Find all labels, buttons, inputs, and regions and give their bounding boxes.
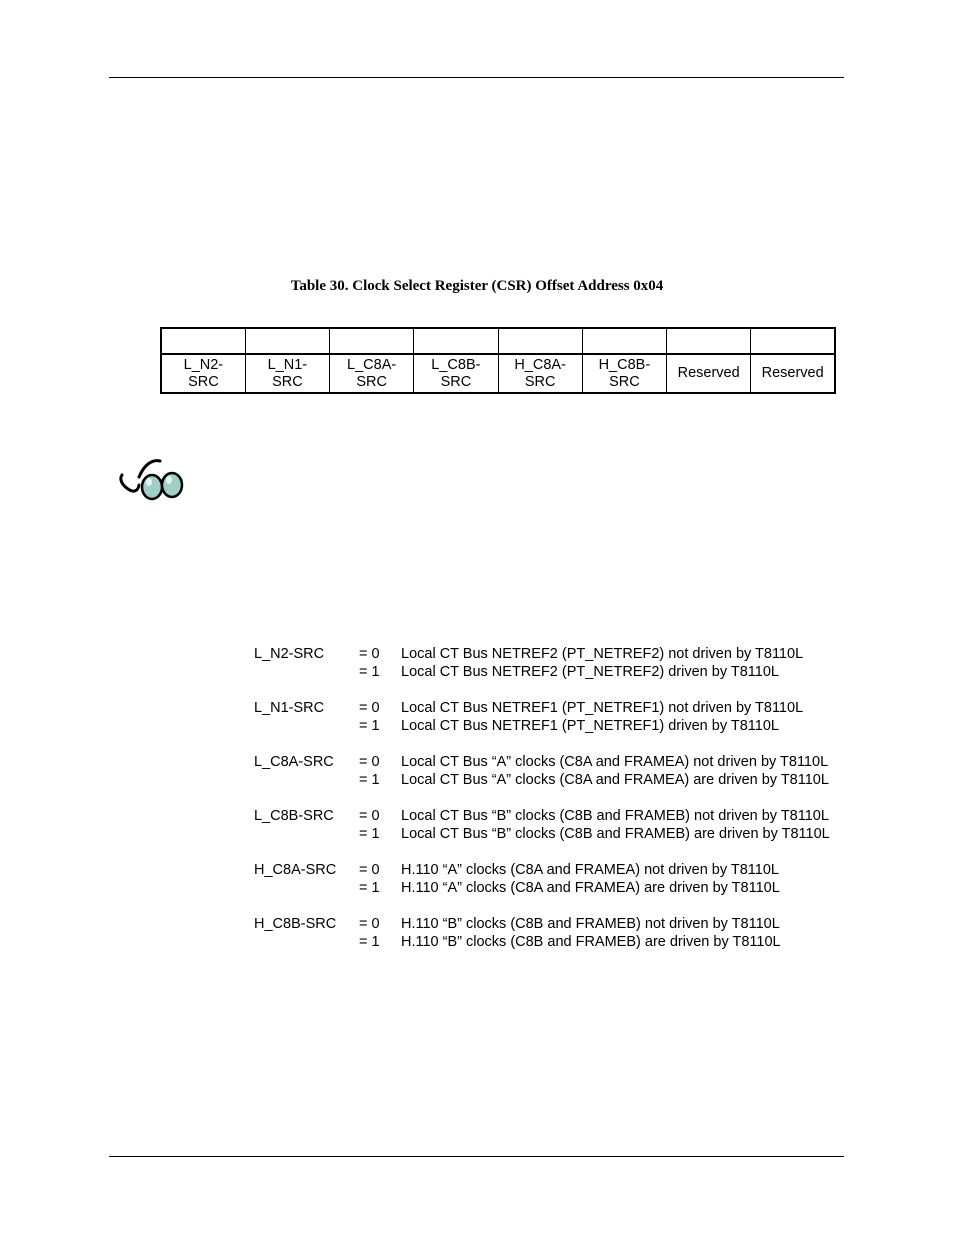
bit-name-cell xyxy=(161,354,245,393)
bit-name-cell xyxy=(667,354,751,393)
bit-name-line1: L_N1- xyxy=(267,356,308,373)
definition-row xyxy=(254,699,854,717)
bit-header-cell xyxy=(582,328,666,354)
bit-name-line2: SRC xyxy=(356,373,387,390)
definition-row xyxy=(254,645,854,663)
bit-header-cell xyxy=(751,328,835,354)
table-caption: Table 30. Clock Select Register (CSR) Offset Address 0x04 xyxy=(290,278,664,294)
header-rule xyxy=(109,77,844,78)
definition-value: = 1 xyxy=(359,664,380,680)
definition-description: Local CT Bus NETREF2 (PT_NETREF2) driven by T8110L xyxy=(401,664,779,680)
bit-header-cell xyxy=(414,328,498,354)
definition-group xyxy=(254,753,854,789)
definition-description: Local CT Bus NETREF1 (PT_NETREF1) not driven by T8110L xyxy=(401,700,804,716)
bit-name-line2: SRC xyxy=(188,373,219,390)
bit-header-cell xyxy=(330,328,414,354)
definition-row xyxy=(254,879,854,897)
definition-description: H.110 “B” clocks (C8B and FRAMEB) are driven by T8110L xyxy=(401,934,781,950)
bit-name-line2: SRC xyxy=(440,373,472,390)
definition-group xyxy=(254,915,854,951)
bit-name-line1: H_C8B- xyxy=(598,356,651,373)
definition-name: L_C8B-SRC xyxy=(254,808,334,824)
definition-description: H.110 “A” clocks (C8A and FRAMEA) not driven by T8110L xyxy=(401,862,779,878)
bit-header-cell xyxy=(245,328,329,354)
reading-glasses-icon xyxy=(116,455,188,505)
definition-name: L_N1-SRC xyxy=(254,700,325,716)
definition-row xyxy=(254,753,854,771)
definition-value: = 0 xyxy=(359,862,380,878)
definition-description: Local CT Bus “A” clocks (C8A and FRAMEA) are driven by T8110L xyxy=(401,772,829,788)
register-bit-table xyxy=(160,327,836,394)
bit-name-row xyxy=(161,354,835,393)
definition-value: = 0 xyxy=(359,700,380,716)
bit-name-cell xyxy=(582,354,666,393)
definition-row xyxy=(254,771,854,789)
definition-value: = 1 xyxy=(359,772,380,788)
definition-group xyxy=(254,861,854,897)
definition-name: L_C8A-SRC xyxy=(254,754,334,770)
footer-rule xyxy=(109,1156,844,1157)
definition-description: Local CT Bus NETREF2 (PT_NETREF2) not driven by T8110L xyxy=(401,646,804,662)
bit-name-line1: Reserved xyxy=(761,365,824,381)
bit-name-line2: SRC xyxy=(609,373,640,390)
definition-value: = 1 xyxy=(359,880,380,896)
definition-group xyxy=(254,699,854,735)
bit-header-cell xyxy=(667,328,751,354)
definition-name: H_C8B-SRC xyxy=(254,916,337,932)
bit-name-cell xyxy=(245,354,329,393)
bit-name-line1: L_C8B- xyxy=(431,356,481,373)
bit-name-line1: H_C8A- xyxy=(514,356,566,373)
definition-value: = 1 xyxy=(359,934,380,950)
definition-row xyxy=(254,825,854,843)
bit-name-cell xyxy=(414,354,498,393)
definition-row xyxy=(254,717,854,735)
definition-row xyxy=(254,861,854,879)
bit-name-cell xyxy=(751,354,835,393)
definition-description: Local CT Bus “B” clocks (C8B and FRAMEB) not driven by T8110L xyxy=(401,808,829,824)
bit-definitions xyxy=(254,645,854,969)
bit-header-row xyxy=(161,328,835,354)
definition-description: H.110 “A” clocks (C8A and FRAMEA) are driven by T8110L xyxy=(401,880,780,896)
definition-row xyxy=(254,933,854,951)
definition-value: = 0 xyxy=(359,646,380,662)
definition-value: = 0 xyxy=(359,916,380,932)
definition-description: Local CT Bus “A” clocks (C8A and FRAMEA) not driven by T8110L xyxy=(401,754,829,770)
bit-name-line2: SRC xyxy=(524,373,556,390)
definition-description: Local CT Bus NETREF1 (PT_NETREF1) driven by T8110L xyxy=(401,718,779,734)
bit-name-line1: L_C8A- xyxy=(347,356,397,373)
definition-name: H_C8A-SRC xyxy=(254,862,337,878)
definition-row xyxy=(254,807,854,825)
bit-header-cell xyxy=(498,328,582,354)
definition-value: = 0 xyxy=(359,754,380,770)
bit-header-cell xyxy=(161,328,245,354)
definition-value: = 1 xyxy=(359,718,380,734)
definition-description: Local CT Bus “B” clocks (C8B and FRAMEB) are driven by T8110L xyxy=(401,826,830,842)
definition-row xyxy=(254,915,854,933)
definition-group xyxy=(254,807,854,843)
definition-description: H.110 “B” clocks (C8B and FRAMEB) not driven by T8110L xyxy=(401,916,780,932)
bit-name-line1: Reserved xyxy=(677,365,740,381)
bit-name-cell xyxy=(330,354,414,393)
definition-name: L_N2-SRC xyxy=(254,646,325,662)
definition-group xyxy=(254,645,854,681)
bit-name-line1: L_N2- xyxy=(183,356,224,373)
definition-value: = 1 xyxy=(359,826,380,842)
bit-name-cell xyxy=(498,354,582,393)
definition-row xyxy=(254,663,854,681)
definition-value: = 0 xyxy=(359,808,380,824)
bit-name-line2: SRC xyxy=(272,373,303,390)
